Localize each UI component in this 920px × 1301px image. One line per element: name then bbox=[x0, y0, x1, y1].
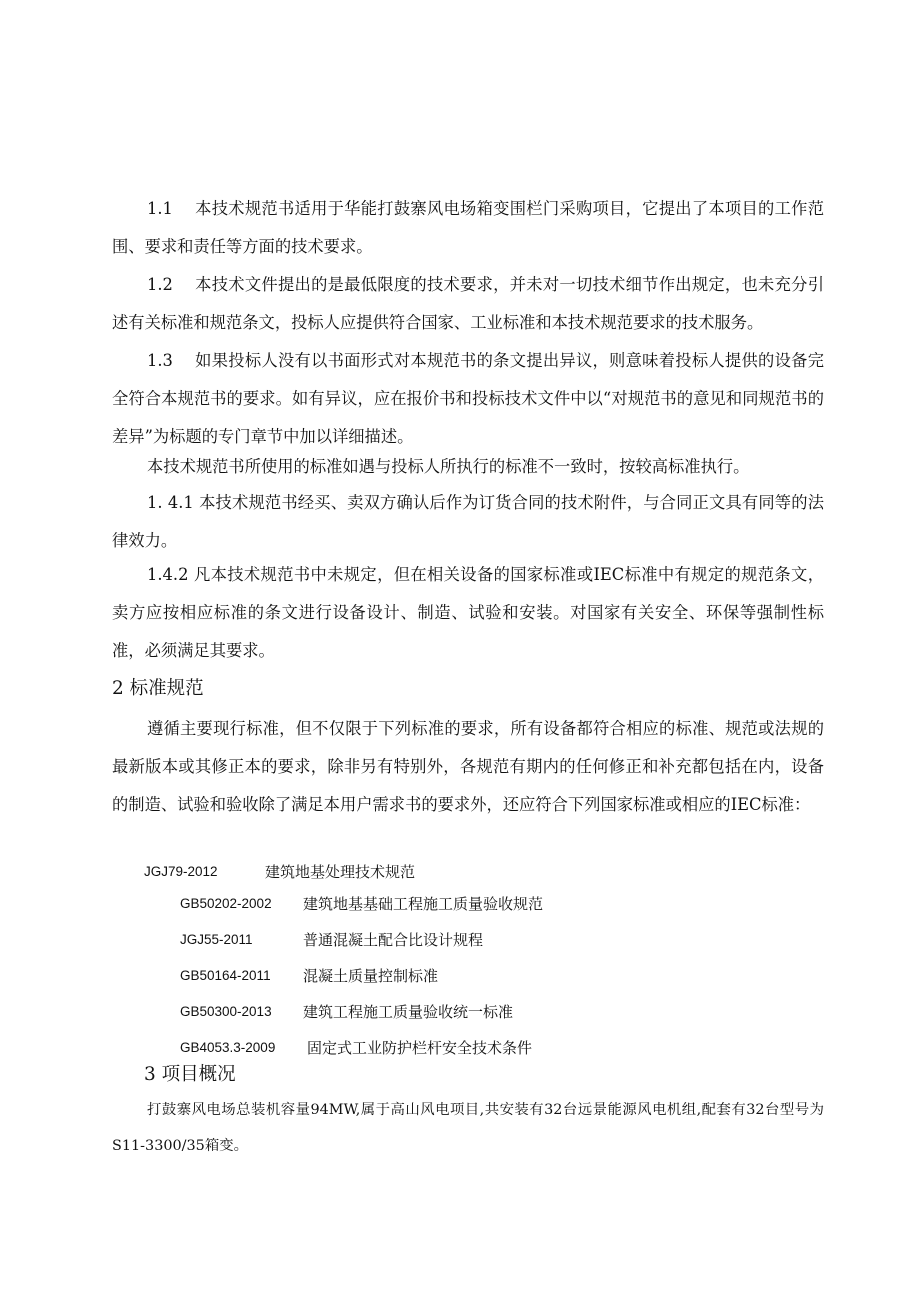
section-2-intro: 遵循主要现行标准，但不仅限于下列标准的要求，所有设备都符合相应的标准、规范或法规的最新版本或其修正本的要求，除非另有特别外，各规范有期内的任何修正和补充都包括在内，设备的制造、试验和验收除了满足本用户需求书的要求外，还应符合下列国家标准或相应的IEC标准： bbox=[112, 719, 824, 814]
standard-name: 建筑地基处理技术规范 bbox=[265, 863, 416, 881]
standard-name: 建筑工程施工质量验收统一标准 bbox=[303, 1003, 514, 1021]
standard-code: GB50300-2013 bbox=[180, 1004, 272, 1019]
paragraph-1-3 bbox=[112, 342, 824, 456]
standard-name: 普通混凝土配合比设计规程 bbox=[303, 931, 484, 949]
standard-name: 固定式工业防护栏杆安全技术条件 bbox=[307, 1039, 533, 1057]
section-2-heading: 2 标准规范 bbox=[112, 678, 204, 699]
standard-code: JGJ55-2011 bbox=[180, 932, 253, 947]
clause-text: 如果投标人没有以书面形式对本规范书的条文提出异议，则意味着投标人提供的设备完全符合本规范书的要求。如有异议，应在报价书和投标技术文件中以“对规范书的意见和同规范书的差异”为标题的专门章节中加以详细描述。 bbox=[112, 351, 824, 446]
paragraph-1-2 bbox=[112, 266, 824, 342]
standard-name: 建筑地基基础工程施工质量验收规范 bbox=[303, 895, 544, 913]
standard-code: GB50202-2002 bbox=[180, 896, 272, 911]
paragraph-1-1 bbox=[112, 190, 824, 266]
paragraph-1-4-2: 1.4.2 凡本技术规范书中未规定，但在相关设备的国家标准或IEC标准中有规定的规范条文，卖方应按相应标准的条文进行设备设计、制造、试验和安装。对国家有关安全、环保等强制性标准，必须满足其要求。 bbox=[112, 565, 824, 660]
paragraph-1-4-1: 1. 4.1 本技术规范书经买、卖双方确认后作为订货合同的技术附件，与合同正文具有同等的法律效力。 bbox=[112, 493, 824, 550]
standard-code: GB50164-2011 bbox=[180, 968, 271, 983]
paragraph-standard-priority: 本技术规范书所使用的标准如遇与投标人所执行的标准不一致时，按较高标准执行。 bbox=[147, 457, 750, 476]
standard-code: JGJ79-2012 bbox=[144, 864, 218, 879]
section-3-text: 打鼓寨风电场总装机容量94MW,属于高山风电项目,共安装有32台远景能源风电机组,配套有32台型号为S11-3300/35箱变。 bbox=[112, 1102, 824, 1154]
standard-name: 混凝土质量控制标准 bbox=[303, 967, 439, 985]
section-3-heading: 3 项目概况 bbox=[144, 1064, 236, 1085]
clause-text: 本技术文件提出的是最低限度的技术要求，并未对一切技术细节作出规定，也未充分引述有关标准和规范条文，投标人应提供符合国家、工业标准和本技术规范要求的技术服务。 bbox=[112, 275, 824, 332]
clause-number: 1.3 bbox=[147, 351, 173, 370]
clause-text: 本技术规范书适用于华能打鼓寨风电场箱变围栏门采购项目，它提出了本项目的工作范围、要求和责任等方面的技术要求。 bbox=[112, 199, 824, 256]
standard-code: GB4053.3-2009 bbox=[180, 1040, 276, 1055]
clause-number: 1.2 bbox=[147, 275, 173, 294]
clause-number: 1.1 bbox=[147, 199, 173, 218]
